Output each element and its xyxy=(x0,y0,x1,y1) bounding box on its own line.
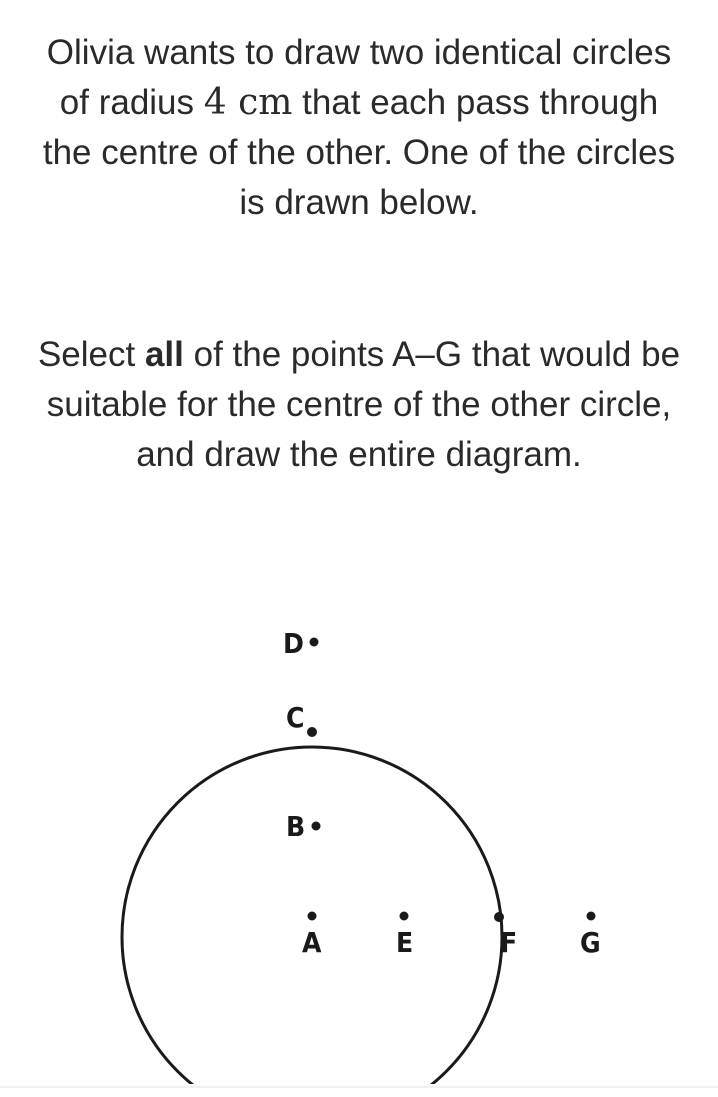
question-text-part: Olivia wants to draw two identical circles of radius xyxy=(46,33,672,122)
point-b[interactable] xyxy=(286,810,321,843)
point-b-label: B xyxy=(286,810,306,843)
question-paragraph-2 xyxy=(14,330,704,480)
instruction-text-part: of the points A–G that would be suitable for the centre of the other circle, and draw the entire diagram. xyxy=(46,335,681,474)
point-e[interactable] xyxy=(396,912,413,960)
point-g-label: G xyxy=(580,926,601,959)
question-paragraph-1 xyxy=(40,28,678,228)
point-g[interactable] xyxy=(580,912,601,960)
point-e-label: E xyxy=(396,926,414,959)
bottom-divider xyxy=(0,1086,718,1088)
point-e-dot xyxy=(400,912,409,921)
point-f-dot xyxy=(494,912,504,922)
point-d[interactable] xyxy=(283,627,319,660)
radius-math: 4 cm xyxy=(203,82,293,123)
point-f-label: F xyxy=(500,926,518,959)
point-a[interactable] xyxy=(302,912,322,960)
point-b-dot xyxy=(312,822,321,831)
point-d-dot xyxy=(310,638,319,647)
point-f[interactable] xyxy=(494,912,517,959)
point-d-label: D xyxy=(283,627,304,660)
question-text-part: that each pass through the centre of the other. One of the circles is drawn below. xyxy=(42,83,676,222)
instruction-text-part: Select xyxy=(37,335,145,374)
point-c[interactable] xyxy=(286,701,317,737)
circle-diagram xyxy=(0,560,718,1090)
point-c-label: C xyxy=(286,701,305,734)
point-c-dot xyxy=(307,727,317,737)
point-g-dot xyxy=(587,912,596,921)
point-a-label: A xyxy=(302,926,322,959)
emphasis-all: all xyxy=(144,335,184,374)
point-a-dot xyxy=(308,912,317,921)
diagram-svg xyxy=(0,560,718,1090)
